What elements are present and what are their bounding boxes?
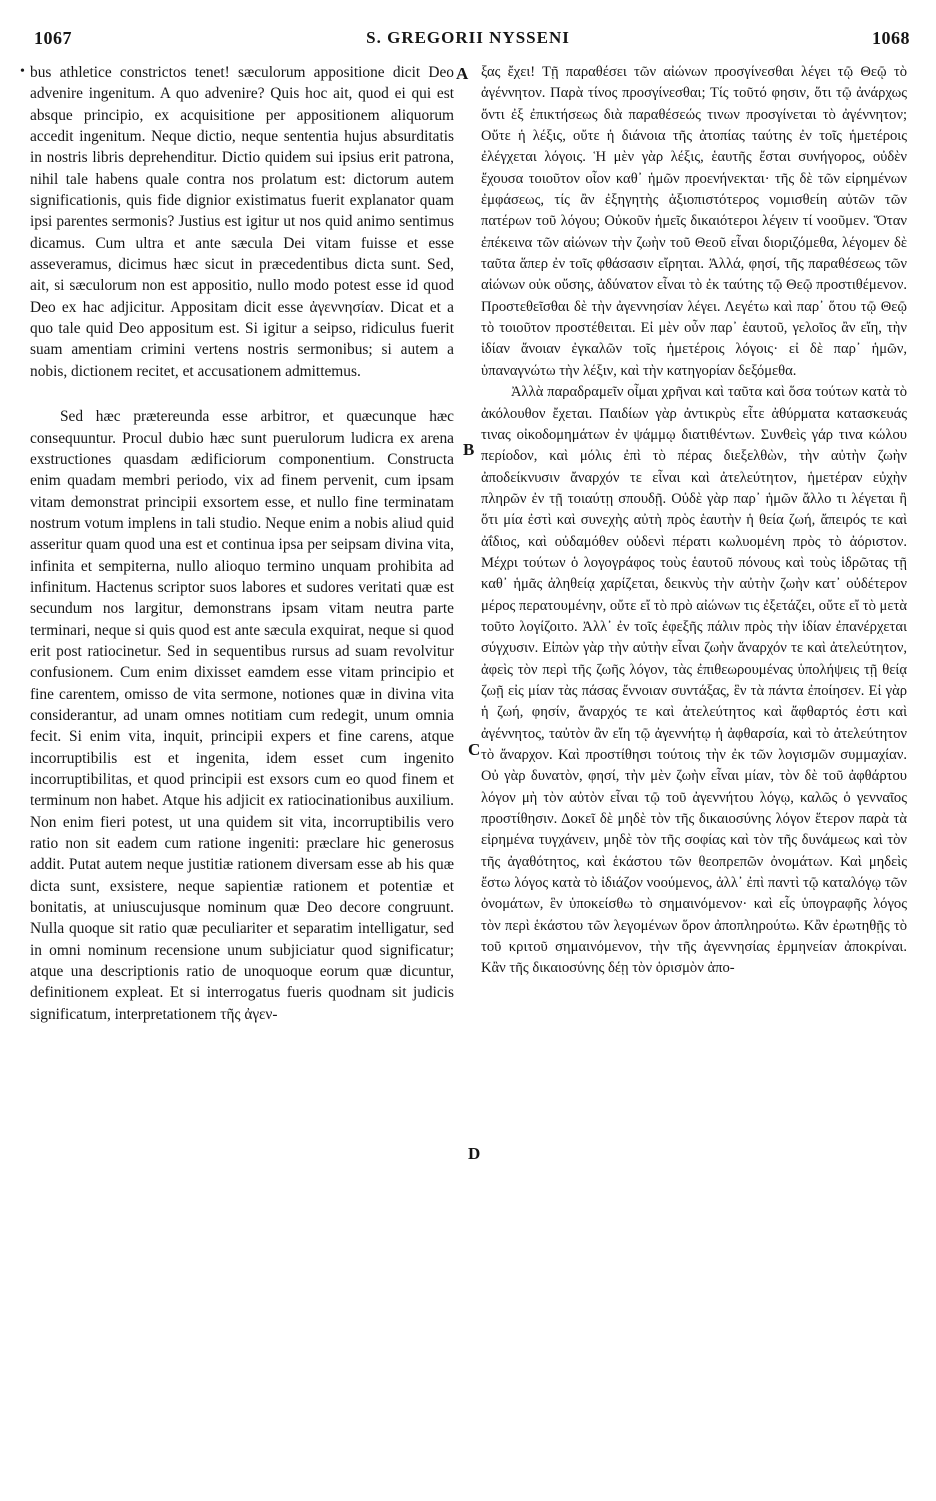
latin-column xyxy=(30,62,454,1025)
margin-letter-c: C xyxy=(468,740,481,759)
page-number-right: 1068 xyxy=(872,28,910,48)
greek-paragraph-2: Ἀλλὰ παραδραμεῖν οἶμαι χρῆναι καὶ ταῦτα καὶ ὅσα τούτων κατὰ τὸ ἀκόλουθον ἔχεται. Παιδίων γὰρ ἀντικρὺς εἶτε ἀθύρματα κατασκευάς τινας οἰκοδομημάτων ἐν ψάμμῳ διατιθέντων. Συνθεὶς γάρ τινα κώλου περίοδον, καὶ μόλις ἐπὶ τὸ πέρας διεξελθὼν, τὴν αὐτὴν ζωὴν ἀποδείκνυσιν ἄναρχόν τε εἶναι καὶ ἀτελεύτητον, ἡμετέραν εὐχὴν πληρῶν ἐν τῇ τοιαύτῃ σπουδῇ. Οὐδὲ γὰρ παρ᾽ ἡμῶν ἄλλο τι λέγεται ἢ ὅτι μία ἐστὶ καὶ συνεχὴς αὐτὴ πρὸς ἑαυτὴν ἡ θεία ζωή, ἄπειρός τε καὶ ἀΐδιος, καὶ οὐδαμόθεν οὐδενὶ πέρατι κωλυομένη πρὸς τὸ ἀόριστον. Μέχρι τούτων ὁ λογογράφος τοὺς ἑαυτοῦ πόνους καὶ τοὺς ἱδρῶτας τῇ καθ᾽ ἡμᾶς ἀληθείᾳ χαρίζεται, δεικνὺς τὴν αὐτὴν ζωὴν κατ᾽ οὐδέτερον μέρος περατουμένην, οὔτε εἴ τὸ πρὸ αἰώνων τις ἐξετάζει, οὔτε εἴ τὸ μετὰ τοῦτο λογίζοιτο. Ἀλλ᾽ ἐν τοῖς ἐφεξῆς πάλιν πρὸς τὴν ἰδίαν ἐπανέρχεται σύγχυσιν. Εἰπὼν γὰρ τὴν αὐτὴν εἶναι ζωὴν ἄναρχόν τε καὶ ἀτελεύτητον, ἀφεὶς τὸν περὶ τῆς ζωῆς λόγον, τὰς ἐπιθεωρουμένας ὑπολήψεις τῇ θείᾳ ζωῇ εἰς μίαν τὰς πάσας ἔννοιαν συντάξας, ἓν τὰ πάντα ἐποίησεν. Εἰ γὰρ ἡ ζωή, φησίν, ἄναρχός τε καὶ ἀτελεύτητος καὶ ἄφθαρτός ἐστι καὶ ἀγέννητος, ταὐτὸν ἂν εἴη τῷ ἀγεννήτῳ ἡ ἀφθαρσία, καὶ τὸ ἀτελεύτητον τὸ ἄναρχον. Καὶ προστίθησι τούτοις τὴν ἐκ τῶν λογισμῶν συμμαχίαν. Οὐ γὰρ δυνατὸν, φησί, τὴν μὲν ζωὴν εἶναι μίαν, τὸν δὲ τοῦ ἀφθάρτου λόγον μὴ τὸν αὐτὸν εἶναι τῷ τοῦ ἀγεννήτου λόγῳ, καλῶς ὁ γενναῖος προστίθησιν. Δοκεῖ δὲ μηδὲ τὸν τῆς δικαιοσύνης λόγον ἕτερον παρὰ τὰ εἰρημένα τυγχάνειν, μηδὲ τὸν τῆς σοφίας καὶ τὸν τῆς δυνάμεως καὶ τὸν τῆς ἀγαθότητος, καὶ ἑκάστου τῶν θεοπρεπῶν ὀνομάτων. Καὶ μηδεὶς ἔστω λόγος κατὰ τὸ ἰδιάζον νοούμενος, ἀλλ᾽ ἐπὶ παντὶ τῷ καταλόγῳ τῶν ὀνομάτων, ἓν ὑποκείσθω τὸ σημαινόμενον· καὶ εἷς ὑπογραφῆς λόγος τὸν περὶ ἑκάστου τῶν λεγομένων ὅρον ἀποπληρούτω. Κἂν ἐρωτηθῇς τὸ τοῦ κριτοῦ σημαινόμενον, τὴν τῆς ἀγεννησίας ἑρμηνείαν ἀποκρίναι. Κἂν τῆς δικαιοσύνης δέῃ τὸν ὁρισμὸν ἀπο- xyxy=(481,384,907,977)
margin-letter-d: D xyxy=(468,1144,481,1163)
margin-letter-a: A xyxy=(456,64,469,83)
margin-letter-b: B xyxy=(463,440,475,459)
greek-paragraph-1: ξας ἔχει! Τῇ παραθέσει τῶν αἰώνων προσγίνεσθαι λέγει τῷ Θεῷ τὸ ἀγέννητον. Παρὰ τίνος προσγίνεσθαι; Τίς τοῦτό φησιν, ὅτι τῷ ἀνάρχως ὄντι ἐξ ἐπικτήσεως διὰ παραθέσεώς τινων προσγίνεται τὸ ἀγέννητον; Οὔτε ἡ λέξις, οὔτε ἡ διάνοια τῆς ἀτοπίας ταύτης ἐν τοῖς ἡμετέροις ἐλέγχεται λόγοις. Ἡ μὲν γὰρ λέξις, ἑαυτῆς ἔσται συνήγορος, οὐδὲν ἔχουσα τοιοῦτον οἷον καθ᾽ ἡμῶν προενήνεκται· τῆς δὲ τῶν εἰρημένων ἐμφάσεως, τίς ἂν ἐξηγητὴς ἀξιοπιστότερος νομισθείη αὐτῶν τῶν πατέρων τοῦ λόγου; Οὐκοῦν ἡμεῖς δικαιότεροι λέγειν τί νοοῦμεν. Ὅταν ἐπέκεινα τῶν αἰώνων τὴν ζωὴν τοῦ Θεοῦ εἶναι διοριζόμεθα, λέγομεν δὲ ταῦτα ἅπερ ἐν τοῖς φθάσασιν εἴρηται. Ἀλλά, φησί, τῆς παραθέσεως τῶν αἰώνων οὐκ οὔσης, ἀδύνατον εἶναι τὸ ἐκ ταύτης τῷ Θεῷ προστιθέμενον. Προστεθεῖσθαι δὲ τὴν ἀγεννησίαν λέγει. Λεγέτω καὶ παρ᾽ ὅτου τῷ Θεῷ τὸ τοιοῦτον προστέθειται. Εἰ μὲν οὖν παρ᾽ ἑαυτοῦ, γελοῖος ἂν εἴη, τὴν ἰδίαν ἄνοιαν ἐγκαλῶν τοῖς ἡμετέροις λόγοις· εἰ δὲ παρ᾽ ἡμῶν, ὑπαναγνώτω τὴν λέξιν, καὶ τὴν κατηγορίαν δεξόμεθα. xyxy=(481,64,907,379)
running-title: S. GREGORII NYSSENI xyxy=(366,28,570,47)
margin-dot-icon: • xyxy=(20,64,25,79)
latin-paragraph-1: bus athletice constrictos tenet! sæculorum appositione dicit Deo advenire ingenitum. A quo advenire? Quis hoc ait, quod ei qui est absque principio, ex acquisitione per appositionem aliquorum accedit ingenitum. Neque dictio, neque sententia hujus absurditatis in nostris libris deprehenditur. Dictio quidem sui ipsius erit patrona, nihil tale habens quale contra nos prolatum est: dictorum autem significationis, quis fide dignior existimatus fuerit explanator quam ipsi parentes sermonis? Justius est igitur ut nos quid animo sentimus dicamus. Cum ultra et ante sæcula Dei vitam fuisse et esse asseveramus, dicimus hæc sicut in præcedentibus dicta sunt. Sed, ait, si sæculorum non est appositio, nullo modo potest esse id quod Deo ex hac adjicitur. Appositam dicit esse ἀγεννησίαν. Dicat et a quo tale quid Deo appositum est. Si igitur a seipso, ridiculus fuerit suam amentiam crimini vertens nostris sermonibus; si autem a nobis, dictionem recitet, et accusationem admittemus. xyxy=(30,64,454,380)
latin-paragraph-2: Sed hæc prætereunda esse arbitror, et quæcunque hæc consequuntur. Procul dubio hæc sunt puerulorum ludicra ex arena exstructiones quasdam ædificiorum componentium. Constructa enim quadam membri periodo, vix ad finem pervenit, cum ipsam vitam demonstrat principii exsortem esse, et nullo fine terminatam nostrum votum implens in tali studio. Neque enim a nobis aliud quid asseritur quam quod una est et continua ipsa per seipsam divina vita, infinita et sempiterna, nullo alioquo termino unquam prohibita ad infinitum. Hactenus scriptor suos labores et sudores veritati quæ est secundum nos largitur, demonstrans ipsam vitam neutra parte terminari, neque si quis quod est ante sæcula exquirat, neque si quod erit post ratiocinetur. Sed in sequentibus rursus ad suam revolvitur confusionem. Cum enim dixisset eamdem esse vitam principio et fine carentem, omisso de vita sermone, notiones quæ in divina vita considerantur, ad unam omnes notitiam cum redegit, unum omnia fecit. Si enim vita, inquit, principii expers et fine carens, atque incorruptibilis est et ingenita, idem esset cum ingenito incorruptibilitas, et quod principii est exsors cum eo quod finem et terminum non habet. Atque his adjicit ex ratiocinationibus auxilium. Non enim fieri potest, ut una quidem sit vita, incorruptibilis vero ratio non sit eadem cum ratione ingeniti: præclare hic generosus addit. Putat autem neque justitiæ rationem diversam esse ab his quæ dicta sunt, exsistere, neque sapientiæ rationem et potentiæ et bonitatis, at uniuscujusque nominum quæ Deo decore congruunt. Nulla quoque sit ratio quæ peculiariter et separatim intelligatur, sed in omni nominum recensione unum subjiciatur quod significatur; atque una descriptionis ratio de unoquoque eorum quæ dicuntur, definitionem expleat. Et si interrogatus fueris quodnam sit judicis significatum, interpretationem τῆς ἀγεν- xyxy=(30,408,454,1023)
running-header xyxy=(0,28,936,58)
page-number-left: 1067 xyxy=(34,28,72,48)
greek-column xyxy=(481,62,907,980)
